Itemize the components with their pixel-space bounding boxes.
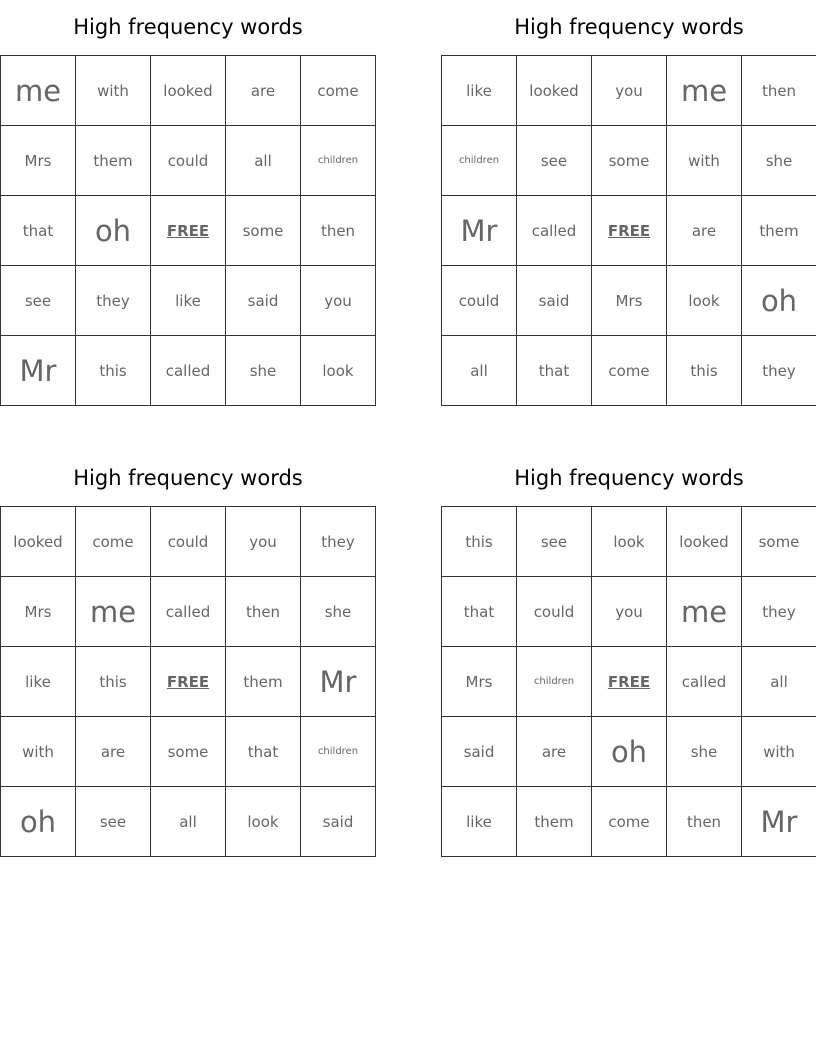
word-cell: you — [592, 56, 667, 126]
word-cell: are — [226, 56, 301, 126]
grid-row — [442, 126, 816, 196]
grid-row — [1, 507, 376, 577]
word-cell: with — [76, 56, 151, 126]
word-cell: you — [592, 577, 667, 647]
word-cell: looked — [517, 56, 592, 126]
word-cell: she — [301, 577, 376, 647]
word-cell: me — [76, 577, 151, 647]
word-cell: Mr — [1, 336, 76, 406]
word-cell: they — [76, 266, 151, 336]
word-cell: looked — [667, 507, 742, 577]
word-cell: called — [151, 336, 226, 406]
word-cell: with — [742, 717, 816, 787]
word-cell: then — [301, 196, 376, 266]
word-cell: this — [442, 507, 517, 577]
word-cell: Mr — [442, 196, 517, 266]
word-cell: them — [742, 196, 816, 266]
word-cell: this — [667, 336, 742, 406]
grid-row — [1, 647, 376, 717]
word-cell: then — [667, 787, 742, 857]
word-cell: called — [667, 647, 742, 717]
word-cell: Mr — [301, 647, 376, 717]
word-cell: children — [301, 126, 376, 196]
word-cell: like — [442, 787, 517, 857]
word-cell: Mrs — [592, 266, 667, 336]
word-cell: oh — [592, 717, 667, 787]
word-cell: could — [517, 577, 592, 647]
card-title: High frequency words — [514, 466, 744, 490]
word-grid — [441, 506, 816, 857]
grid-row — [1, 266, 376, 336]
word-cell: oh — [76, 196, 151, 266]
word-cell: all — [442, 336, 517, 406]
word-cell: look — [592, 507, 667, 577]
word-cell: called — [151, 577, 226, 647]
word-cell: come — [592, 787, 667, 857]
word-cell: she — [226, 336, 301, 406]
word-cell: then — [742, 56, 816, 126]
word-cell: me — [667, 577, 742, 647]
word-cell: you — [226, 507, 301, 577]
word-cell: are — [76, 717, 151, 787]
word-cell: oh — [1, 787, 76, 857]
free-space-cell: FREE — [592, 647, 667, 717]
word-cell: could — [151, 507, 226, 577]
word-cell: this — [76, 647, 151, 717]
word-cell: children — [301, 717, 376, 787]
word-grid — [0, 506, 376, 857]
word-cell: said — [442, 717, 517, 787]
card-title: High frequency words — [73, 15, 303, 39]
word-cell: come — [592, 336, 667, 406]
free-space-cell: FREE — [592, 196, 667, 266]
word-cell: see — [76, 787, 151, 857]
word-cell: look — [667, 266, 742, 336]
grid-row — [1, 336, 376, 406]
word-cell: come — [301, 56, 376, 126]
word-cell: see — [1, 266, 76, 336]
word-cell: Mrs — [442, 647, 517, 717]
grid-row — [1, 126, 376, 196]
free-space-cell: FREE — [151, 647, 226, 717]
grid-row — [442, 647, 816, 717]
word-cell: some — [226, 196, 301, 266]
word-cell: this — [76, 336, 151, 406]
word-cell: said — [301, 787, 376, 857]
word-cell: see — [517, 507, 592, 577]
word-cell: she — [742, 126, 816, 196]
word-cell: called — [517, 196, 592, 266]
word-cell: all — [742, 647, 816, 717]
word-cell: like — [1, 647, 76, 717]
word-cell: me — [1, 56, 76, 126]
word-cell: them — [517, 787, 592, 857]
grid-row — [1, 56, 376, 126]
word-cell: could — [151, 126, 226, 196]
grid-row — [1, 717, 376, 787]
word-cell: Mrs — [1, 126, 76, 196]
word-cell: children — [517, 647, 592, 717]
grid-row — [442, 507, 816, 577]
word-cell: then — [226, 577, 301, 647]
word-cell: that — [442, 577, 517, 647]
word-cell: they — [742, 577, 816, 647]
word-cell: some — [151, 717, 226, 787]
word-grid — [0, 55, 376, 406]
word-cell: that — [1, 196, 76, 266]
word-cell: look — [301, 336, 376, 406]
word-cell: looked — [151, 56, 226, 126]
word-cell: with — [667, 126, 742, 196]
word-cell: she — [667, 717, 742, 787]
grid-row — [442, 56, 816, 126]
word-cell: them — [76, 126, 151, 196]
word-cell: like — [442, 56, 517, 126]
word-cell: Mr — [742, 787, 816, 857]
grid-row — [1, 577, 376, 647]
word-cell: with — [1, 717, 76, 787]
word-cell: said — [517, 266, 592, 336]
grid-row — [442, 577, 816, 647]
grid-row — [442, 717, 816, 787]
word-cell: said — [226, 266, 301, 336]
word-cell: me — [667, 56, 742, 126]
word-cell: that — [517, 336, 592, 406]
word-cell: children — [442, 126, 517, 196]
grid-row — [442, 196, 816, 266]
word-cell: they — [742, 336, 816, 406]
word-cell: oh — [742, 266, 816, 336]
word-cell: see — [517, 126, 592, 196]
word-cell: some — [592, 126, 667, 196]
word-cell: them — [226, 647, 301, 717]
word-cell: all — [151, 787, 226, 857]
word-cell: you — [301, 266, 376, 336]
grid-row — [1, 196, 376, 266]
word-cell: they — [301, 507, 376, 577]
word-cell: look — [226, 787, 301, 857]
word-cell: could — [442, 266, 517, 336]
word-cell: are — [667, 196, 742, 266]
word-cell: some — [742, 507, 816, 577]
word-grid — [441, 55, 816, 406]
word-cell: like — [151, 266, 226, 336]
free-space-cell: FREE — [151, 196, 226, 266]
card-title: High frequency words — [514, 15, 744, 39]
grid-row — [442, 336, 816, 406]
card-title: High frequency words — [73, 466, 303, 490]
word-cell: looked — [1, 507, 76, 577]
grid-row — [442, 266, 816, 336]
word-cell: come — [76, 507, 151, 577]
word-cell: that — [226, 717, 301, 787]
word-cell: are — [517, 717, 592, 787]
grid-row — [442, 787, 816, 857]
word-cell: all — [226, 126, 301, 196]
word-cell: Mrs — [1, 577, 76, 647]
grid-row — [1, 787, 376, 857]
